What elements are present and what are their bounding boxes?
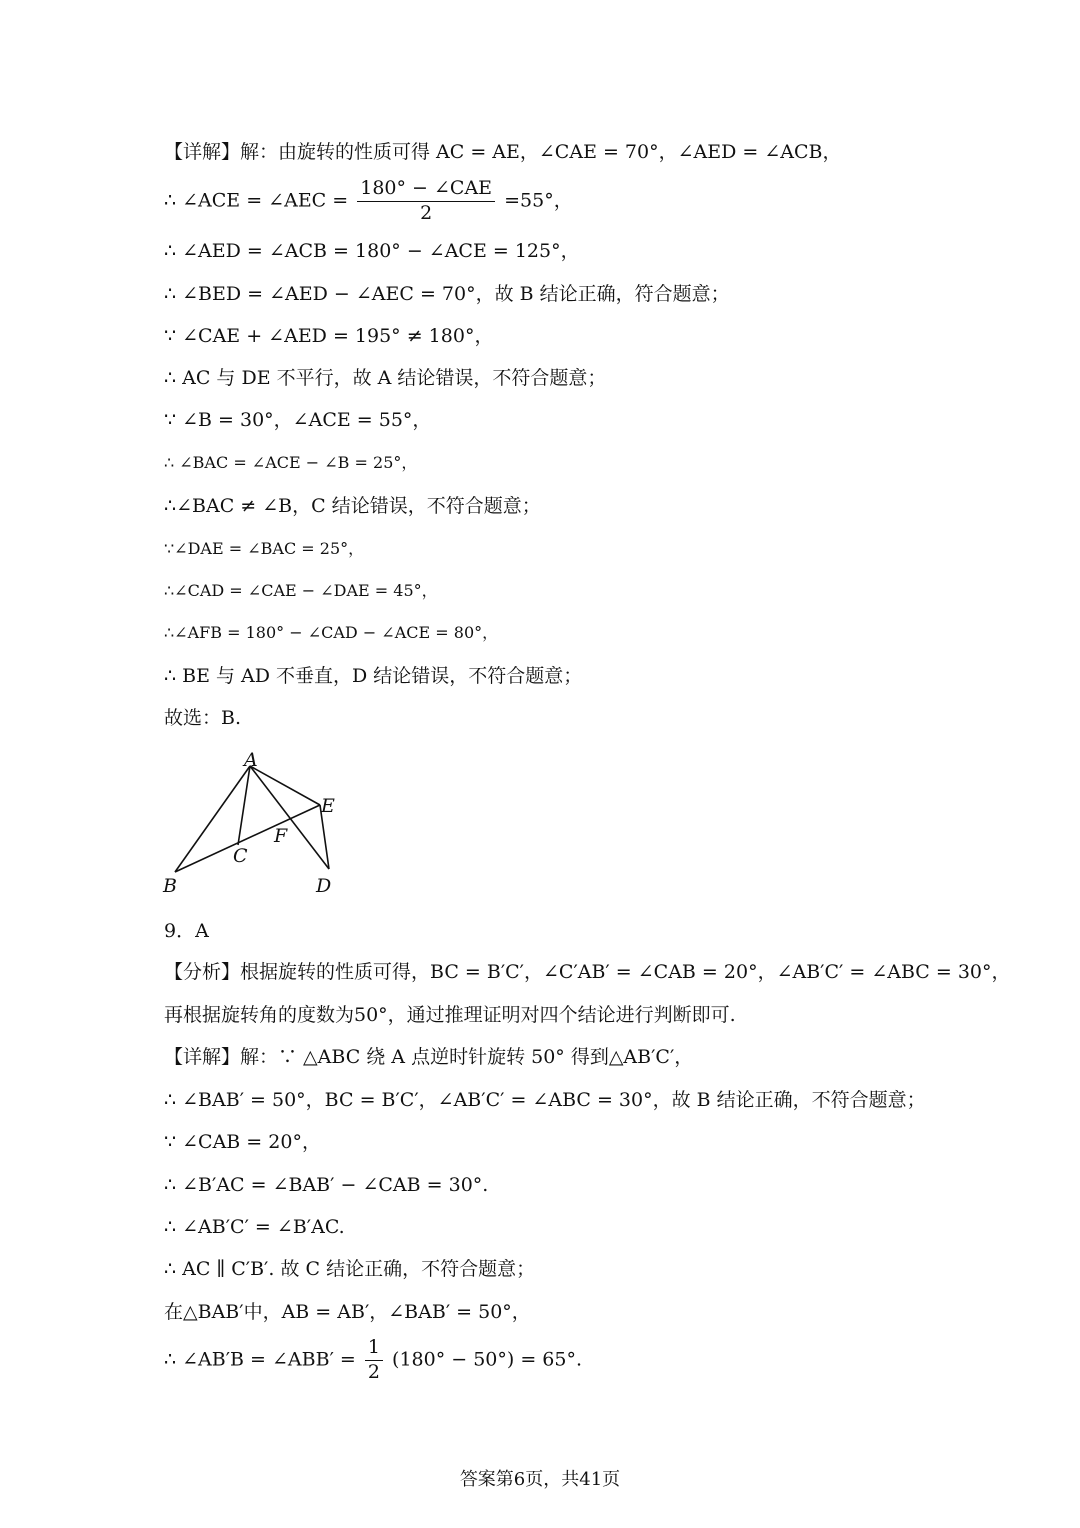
text-line: ∴ ∠BAB′ = 50°，BC = B′C′，∠AB′C′ = ∠ABC = 30°，故 B 结论正确，不符合题意； xyxy=(164,1089,926,1111)
text-line: ∵ ∠CAB = 20°， xyxy=(164,1131,321,1153)
text-line: ∴ ∠AED = ∠ACB = 180° − ∠ACE = 125°， xyxy=(164,240,580,262)
label-b: B xyxy=(163,875,177,897)
label-e: E xyxy=(321,795,335,817)
equation-lead: ∴ ∠AB′B = ∠ABB′ = xyxy=(164,1348,356,1371)
fraction-numerator: 180° − ∠CAE xyxy=(357,178,495,202)
fraction-numerator: 1 xyxy=(365,1337,383,1361)
text-line: ∵∠DAE = ∠BAC = 25°， xyxy=(164,539,365,558)
text-line: 故选：B. xyxy=(164,707,242,729)
geometry-figure xyxy=(158,748,358,898)
text-line: 【分析】根据旋转的性质可得，BC = B′C′，∠C′AB′ = ∠CAB = 20°，∠AB′C′ = ∠ABC = 30°， xyxy=(164,961,1011,983)
equation-line xyxy=(164,178,573,225)
text-line: ∴ ∠BAC = ∠ACE − ∠B = 25°， xyxy=(164,453,418,472)
fraction-denominator: 2 xyxy=(420,201,433,224)
label-c: C xyxy=(233,845,248,867)
equation-lead: ∴ ∠ACE = ∠AEC = xyxy=(164,189,349,212)
text-line: 再根据旋转角的度数为50°，通过推理证明对四个结论进行判断即可. xyxy=(164,1004,736,1026)
text-line: 在△BAB′中，AB = AB′，∠BAB′ = 50°， xyxy=(164,1301,531,1323)
text-line: 【详解】解：∵ △ABC 绕 A 点逆时针旋转 50° 得到△AB′C′， xyxy=(164,1046,694,1068)
text-line: ∴ AC ∥ C′B′. 故 C 结论正确，不符合题意； xyxy=(164,1258,536,1280)
segment-ae xyxy=(250,766,320,805)
text-line: ∴∠CAD = ∠CAE − ∠DAE = 45°， xyxy=(164,581,438,600)
equation-tail: =55°， xyxy=(504,189,573,212)
fraction-denominator: 2 xyxy=(367,1360,380,1383)
text-line: ∵ ∠B = 30°，∠ACE = 55°， xyxy=(164,409,432,431)
label-a: A xyxy=(244,749,258,771)
text-line: ∴ ∠B′AC = ∠BAB′ − ∠CAB = 30°. xyxy=(164,1174,489,1196)
label-f: F xyxy=(274,825,288,847)
question-number: 9．A xyxy=(164,920,209,942)
page-footer: 答案第6页，共41页 xyxy=(459,1469,621,1490)
equation-tail: (180° − 50°) = 65°. xyxy=(392,1348,583,1371)
text-line: ∴∠BAC ≠ ∠B，C 结论错误，不符合题意； xyxy=(164,495,541,517)
text-line: ∴∠AFB = 180° − ∠CAD − ∠ACE = 80°， xyxy=(164,623,499,642)
segment-ac xyxy=(238,766,250,845)
segment-ad xyxy=(250,766,329,869)
fraction xyxy=(357,178,495,225)
text-line: 【详解】解：由旋转的性质可得 AC = AE，∠CAE = 70°，∠AED = ∠ACB， xyxy=(164,141,842,163)
label-d: D xyxy=(316,875,332,897)
text-line: ∴ ∠AB′C′ = ∠B′AC. xyxy=(164,1216,345,1238)
text-line: ∴ AC 与 DE 不平行，故 A 结论错误，不符合题意； xyxy=(164,367,607,389)
text-line: ∴ BE 与 AD 不垂直，D 结论错误，不符合题意； xyxy=(164,665,583,687)
text-line: ∴ ∠BED = ∠AED − ∠AEC = 70°，故 B 结论正确，符合题意； xyxy=(164,283,730,305)
text-line: ∵ ∠CAE + ∠AED = 195° ≠ 180°， xyxy=(164,325,494,347)
figure-lines xyxy=(175,766,329,872)
equation-line xyxy=(164,1337,582,1384)
fraction xyxy=(365,1337,383,1384)
